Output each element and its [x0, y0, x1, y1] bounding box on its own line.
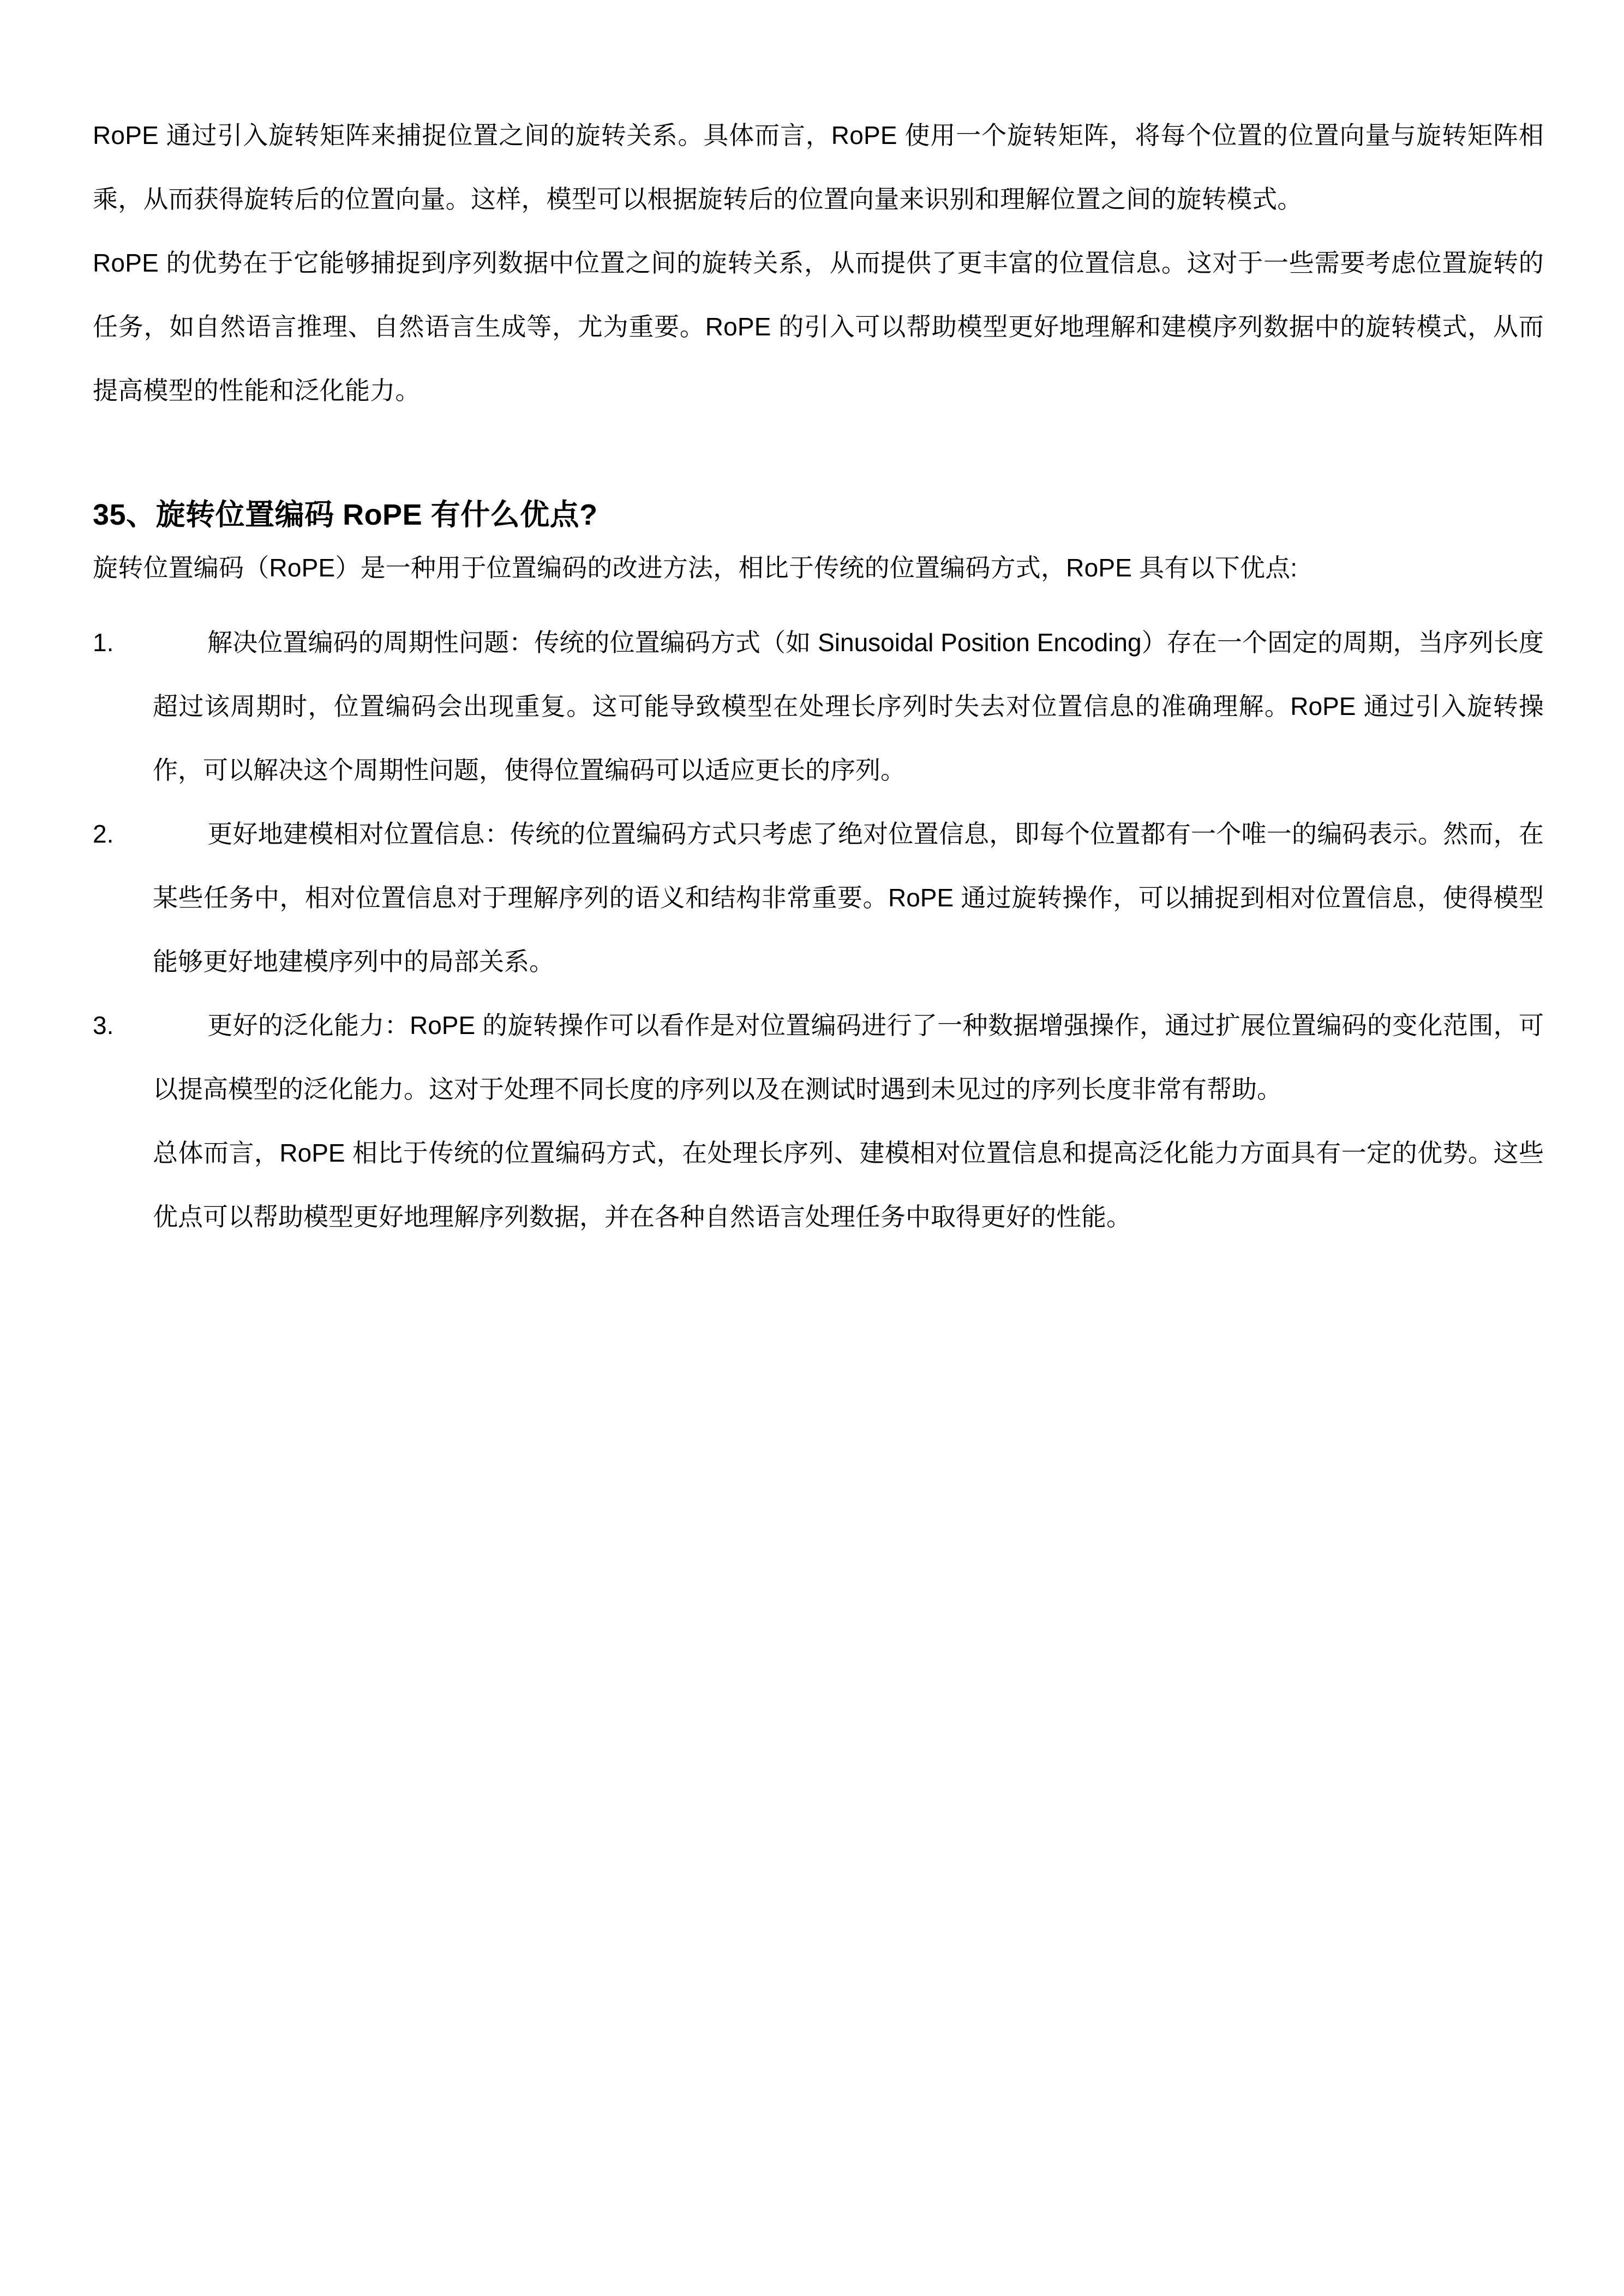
- closing-paragraph-wrapper: [153, 1121, 1544, 1249]
- list-item: [153, 994, 1544, 1121]
- list-item: [153, 611, 1544, 802]
- paragraph-closing: 总体而言，RoPE 相比于传统的位置编码方式，在处理长序列、建模相对位置信息和提高泛化能力方面具有一定的优势。这些优点可以帮助模型更好地理解序列数据，并在各种自然语言处理任务中取得更好的性能。: [153, 1139, 1544, 1231]
- document-body: [93, 104, 1544, 1249]
- list-marker: [93, 994, 113, 1057]
- page-title: 35、旋转位置编码 RoPE 有什么优点?: [93, 498, 598, 531]
- list-marker: [93, 611, 113, 675]
- list-item-text-wrapper: [153, 802, 1544, 994]
- list-item-text-wrapper: [153, 994, 1544, 1121]
- advantages-list-wrapper: [153, 611, 1544, 1121]
- list-item-label: 更好地建模相对位置信息：传统的位置编码方式只考虑了绝对位置信息，即每个位置都有一个唯一的编码表示。然而，在某些任务中，相对位置信息对于理解序列的语义和结构非常重要。RoPE 通过旋转操作，可以捕捉到相对位置信息，使得模型能够更好地建模序列中的局部关系。: [153, 820, 1544, 976]
- advantages-list: [153, 611, 1544, 1121]
- list-item-label: 解决位置编码的周期性问题：传统的位置编码方式（如 Sinusoidal Position Encoding）存在一个固定的周期，当序列长度超过该周期时，位置编码会出现重复。这可能导致模型在处理长序列时失去对位置信息的准确理解。RoPE 通过引入旋转操作，可以解决这个周期性问题，使得位置编码可以适应更长的序列。: [153, 628, 1544, 784]
- paragraph-intro: 旋转位置编码（RoPE）是一种用于位置编码的改进方法，相比于传统的位置编码方式，RoPE 具有以下优点:: [93, 554, 1298, 582]
- list-item: [153, 802, 1544, 994]
- list-item-label: 更好的泛化能力：RoPE 的旋转操作可以看作是对位置编码进行了一种数据增强操作，通过扩展位置编码的变化范围，可以提高模型的泛化能力。这对于处理不同长度的序列以及在测试时遇到未见过的序列长度非常有帮助。: [153, 1011, 1544, 1103]
- list-marker: [93, 802, 113, 866]
- paragraph-rope-advantage: RoPE 的优势在于它能够捕捉到序列数据中位置之间的旋转关系，从而提供了更丰富的位置信息。这对于一些需要考虑位置旋转的任务，如自然语言推理、自然语言生成等，尤为重要。RoPE 的引入可以帮助模型更好地理解和建模序列数据中的旋转模式，从而提高模型的性能和泛化能力。: [93, 249, 1544, 405]
- list-item-text-wrapper: [153, 611, 1544, 802]
- paragraph-rope-rotation-matrix: RoPE 通过引入旋转矩阵来捕捉位置之间的旋转关系。具体而言，RoPE 使用一个旋转矩阵，将每个位置的位置向量与旋转矩阵相乘，从而获得旋转后的位置向量。这样，模型可以根据旋转后的位置向量来识别和理解位置之间的旋转模式。: [93, 121, 1544, 213]
